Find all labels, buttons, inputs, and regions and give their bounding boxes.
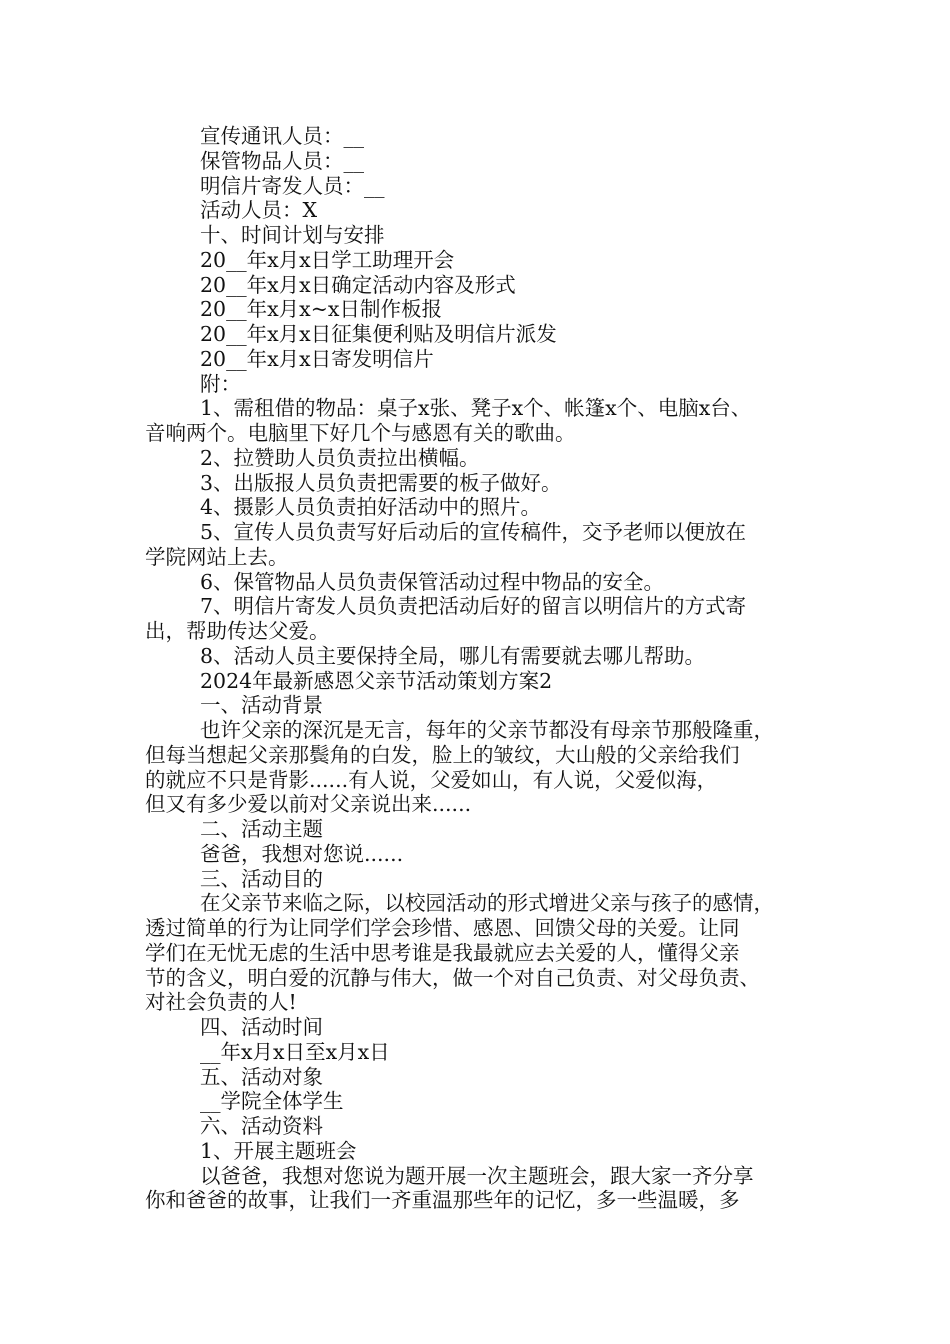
document-body xyxy=(145,124,825,1213)
text-line: 明信片寄发人员：__ xyxy=(200,173,385,198)
text-line: 8、活动人员主要保持全局，哪儿有需要就去哪儿帮助。 xyxy=(200,643,706,668)
text-line: 出，帮助传达父爱。 xyxy=(145,619,330,643)
text-line: 5、宣传人员负责写好后动后的宣传稿件，交予老师以便放在 xyxy=(200,520,747,544)
text-line: 你和爸爸的故事，让我们一齐重温那些年的记忆，多一些温暖，多 xyxy=(145,1188,740,1213)
text-line: 4、摄影人员负责拍好活动中的照片。 xyxy=(200,495,542,520)
text-line: 在父亲节来临之际，以校园活动的形式增进父亲与孩子的感情， xyxy=(200,891,774,916)
text-line: 20__年x月x日学工助理开会 xyxy=(200,247,455,272)
text-line: 六、活动资料 xyxy=(200,1114,323,1138)
text-line: 学院网站上去。 xyxy=(145,544,289,569)
text-line: 音响两个。电脑里下好几个与感恩有关的歌曲。 xyxy=(145,421,576,445)
text-line: 2024年最新感恩父亲节活动策划方案2 xyxy=(200,668,553,693)
text-line: 学们在无忧无虑的生活中思考谁是我最就应去关爱的人，懂得父亲 xyxy=(145,940,740,965)
text-line: 20__年x月x日确定活动内容及形式 xyxy=(200,272,516,297)
text-line: 透过简单的行为让同学们学会珍惜、感恩、回馈父母的关爱。让同 xyxy=(145,916,740,940)
text-line: 二、活动主题 xyxy=(200,817,323,841)
text-line: 20__年x月x日寄发明信片 xyxy=(200,346,434,371)
text-line: 宣传通讯人员：__ xyxy=(200,124,364,148)
text-line: 对社会负责的人! xyxy=(145,990,297,1015)
text-line: 十、时间计划与安排 xyxy=(200,223,385,247)
text-line: 6、保管物品人员负责保管活动过程中物品的安全。 xyxy=(200,569,665,594)
text-line: 20__年x月x日征集便利贴及明信片派发 xyxy=(200,322,557,346)
text-line: __年x月x日至x月x日 xyxy=(200,1039,390,1064)
text-line: 四、活动时间 xyxy=(200,1015,323,1039)
text-line: 也许父亲的深沉是无言，每年的父亲节都没有母亲节那般隆重， xyxy=(200,718,774,742)
text-line: 五、活动对象 xyxy=(200,1064,323,1089)
text-line: __学院全体学生 xyxy=(200,1089,344,1114)
text-line: 但又有多少爱以前对父亲说出来...... xyxy=(145,792,472,817)
text-line: 的就应不只是背影......有人说，父爱如山，有人说，父爱似海， xyxy=(145,767,718,792)
text-line: 爸爸，我想对您说...... xyxy=(200,841,404,866)
text-line: 20__年x月x~x日制作板报 xyxy=(200,297,442,322)
text-line: 2、拉赞助人员负责拉出横幅。 xyxy=(200,445,480,470)
text-line: 活动人员：X xyxy=(200,198,318,223)
text-line: 但每当想起父亲那鬓角的白发，脸上的皱纹，大山般的父亲给我们 xyxy=(145,742,740,767)
text-line: 1、开展主题班会 xyxy=(200,1138,357,1163)
text-line: 节的含义，明白爱的沉静与伟大，做一个对自己负责、对父母负责、 xyxy=(145,965,760,990)
text-line: 1、需租借的物品：桌子x张、凳子x个、帐篷x个、电脑x台、 xyxy=(200,396,752,421)
text-line: 3、出版报人员负责把需要的板子做好。 xyxy=(200,470,562,495)
text-line: 7、明信片寄发人员负责把活动后好的留言以明信片的方式寄 xyxy=(200,594,747,619)
text-line: 附： xyxy=(200,371,241,396)
text-line: 以爸爸，我想对您说为题开展一次主题班会，跟大家一齐分享 xyxy=(200,1163,754,1188)
text-line: 一、活动背景 xyxy=(200,693,323,718)
text-line: 三、活动目的 xyxy=(200,866,323,891)
text-line: 保管物品人员：__ xyxy=(200,148,364,173)
